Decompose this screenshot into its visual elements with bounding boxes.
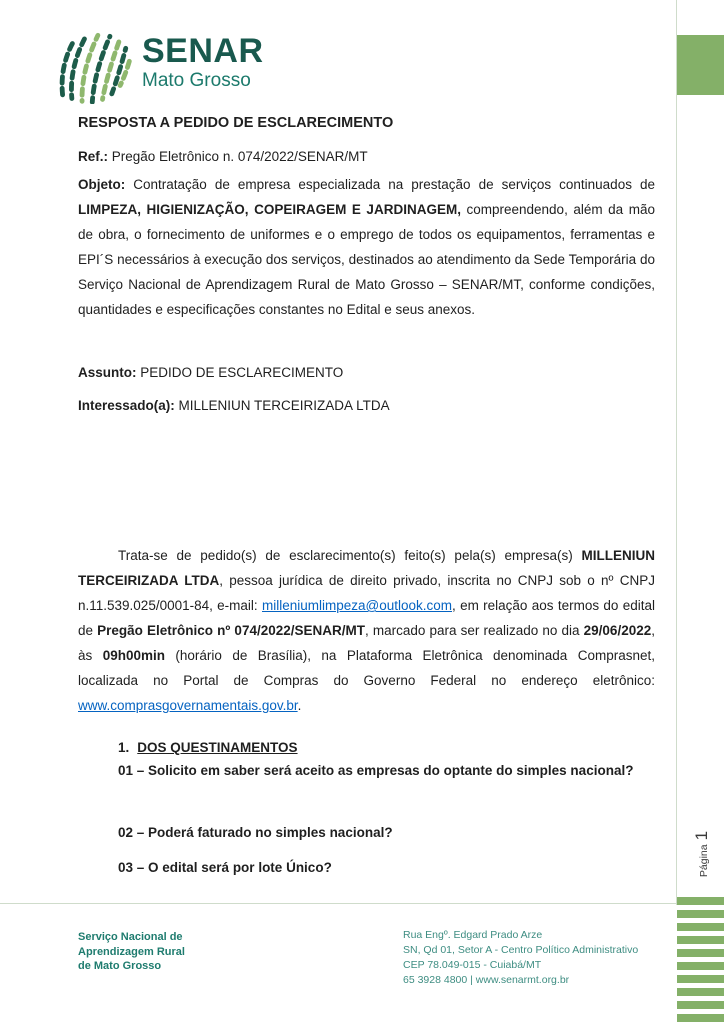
email-link[interactable]: milleniumlimpeza@outlook.com [262, 598, 453, 613]
body-text-2: , pessoa jurídica de direito privado, inscrita no CNPJ sob o nº CNPJ n.11.539.025/0001-84, e-mail: [78, 573, 655, 613]
body-paragraph [78, 543, 655, 718]
document-title: RESPOSTA A PEDIDO DE ESCLARECIMENTO [78, 115, 394, 131]
page-number: 1 [692, 830, 711, 841]
footer-org-line-2: Aprendizagem Rural [78, 945, 185, 958]
objeto-text-2: compreendendo, além da mão de obra, o fornecimento de uniformes e o emprego de todos os equipamentos, ferramentas e EPI´S necessários à execução dos serviços, destinados ao atendimento da Sede Temporária do Serviço Nacional de Aprendizagem Rural de Mato Grosso – SENAR/MT, conforme condições, quantidades e especificações constantes no Edital e seus anexos. [78, 202, 655, 317]
interessado-line [78, 393, 655, 418]
section-number: 1. [118, 740, 130, 755]
question-2: 02 – Poderá faturado no simples nacional? [118, 825, 393, 840]
page-number-label [692, 825, 712, 883]
senar-wheat-icon [57, 28, 135, 104]
footer-org-line-1: Serviço Nacional de [78, 931, 183, 943]
body-text-6: (horário de Brasília), na Plataforma Eletrônica denominada Comprasnet, localizada no Portal de Compras do Governo Federal no endereço eletrônico: [78, 648, 655, 688]
body-text-3: , em relação aos termos do edital de [78, 598, 655, 638]
session-date: 29/06/2022 [583, 623, 652, 638]
footer-org-line-3: de Mato Grosso [78, 960, 162, 972]
ref-label: Ref.: [78, 149, 108, 164]
question-3: 03 – O edital será por lote Único? [118, 860, 332, 875]
interessado-label: Interessado(a): [78, 398, 175, 413]
body-text-5: , às [78, 623, 655, 663]
objeto-bold-services: LIMPEZA, HIGIENIZAÇÃO, COPEIRAGEM E JARDINAGEM, [78, 202, 461, 217]
footer-address-sector: SN, Qd 01, Setor A - Centro Político Administrativo [403, 944, 639, 956]
interessado-value: MILLENIUN TERCEIRIZADA LTDA [174, 398, 390, 413]
page-word: Página [698, 844, 710, 878]
senar-logo [57, 28, 264, 104]
ref-value: Pregão Eletrônico n. 074/2022/SENAR/MT [108, 149, 368, 164]
question-1: 01 – Solicito em saber será aceito as empresas do optante do simples nacional? [118, 763, 634, 778]
assunto-value: PEDIDO DE ESCLARECIMENTO [136, 365, 344, 380]
body-text-1: Trata-se de pedido(s) de esclarecimento(s) feito(s) pela(s) empresa(s) [118, 548, 582, 563]
section-heading-text: DOS QUESTINAMENTOS [137, 740, 298, 755]
page-edge-line [676, 0, 677, 905]
green-striped-bars [677, 897, 724, 1024]
objeto-text-1: Contratação de empresa especializada na prestação de serviços continuados de [125, 177, 655, 192]
footer-phone-website: 65 3928 4800 | www.senarmt.org.br [403, 974, 570, 986]
company-name: MILLENIUN TERCEIRIZADA LTDA [78, 548, 655, 588]
logo-region-text: Mato Grosso [142, 70, 251, 91]
portal-link[interactable]: www.comprasgovernamentais.gov.br [78, 698, 298, 713]
footer-address-cep: CEP 78.049-015 - Cuiabá/MT [403, 959, 542, 971]
green-accent-block [677, 35, 724, 95]
assunto-line [78, 360, 655, 385]
footer-organization [78, 930, 185, 974]
objeto-label: Objeto: [78, 177, 126, 192]
session-time: 09h00min [102, 648, 165, 663]
footer-address-street: Rua Engº. Edgard Prado Arze [403, 929, 543, 941]
body-text-4: , marcado para ser realizado no dia [365, 623, 584, 638]
section-heading [78, 735, 655, 760]
logo-text-block [142, 34, 264, 90]
pregao-reference: Pregão Eletrônico nº 074/2022/SENAR/MT [97, 623, 365, 638]
footer-address [403, 928, 638, 988]
logo-brand-text: SENAR [142, 32, 264, 70]
objeto-paragraph [78, 172, 655, 322]
footer-divider-line [0, 903, 676, 904]
assunto-label: Assunto: [78, 365, 137, 380]
ref-line [78, 144, 655, 169]
body-text-7: . [297, 698, 302, 713]
